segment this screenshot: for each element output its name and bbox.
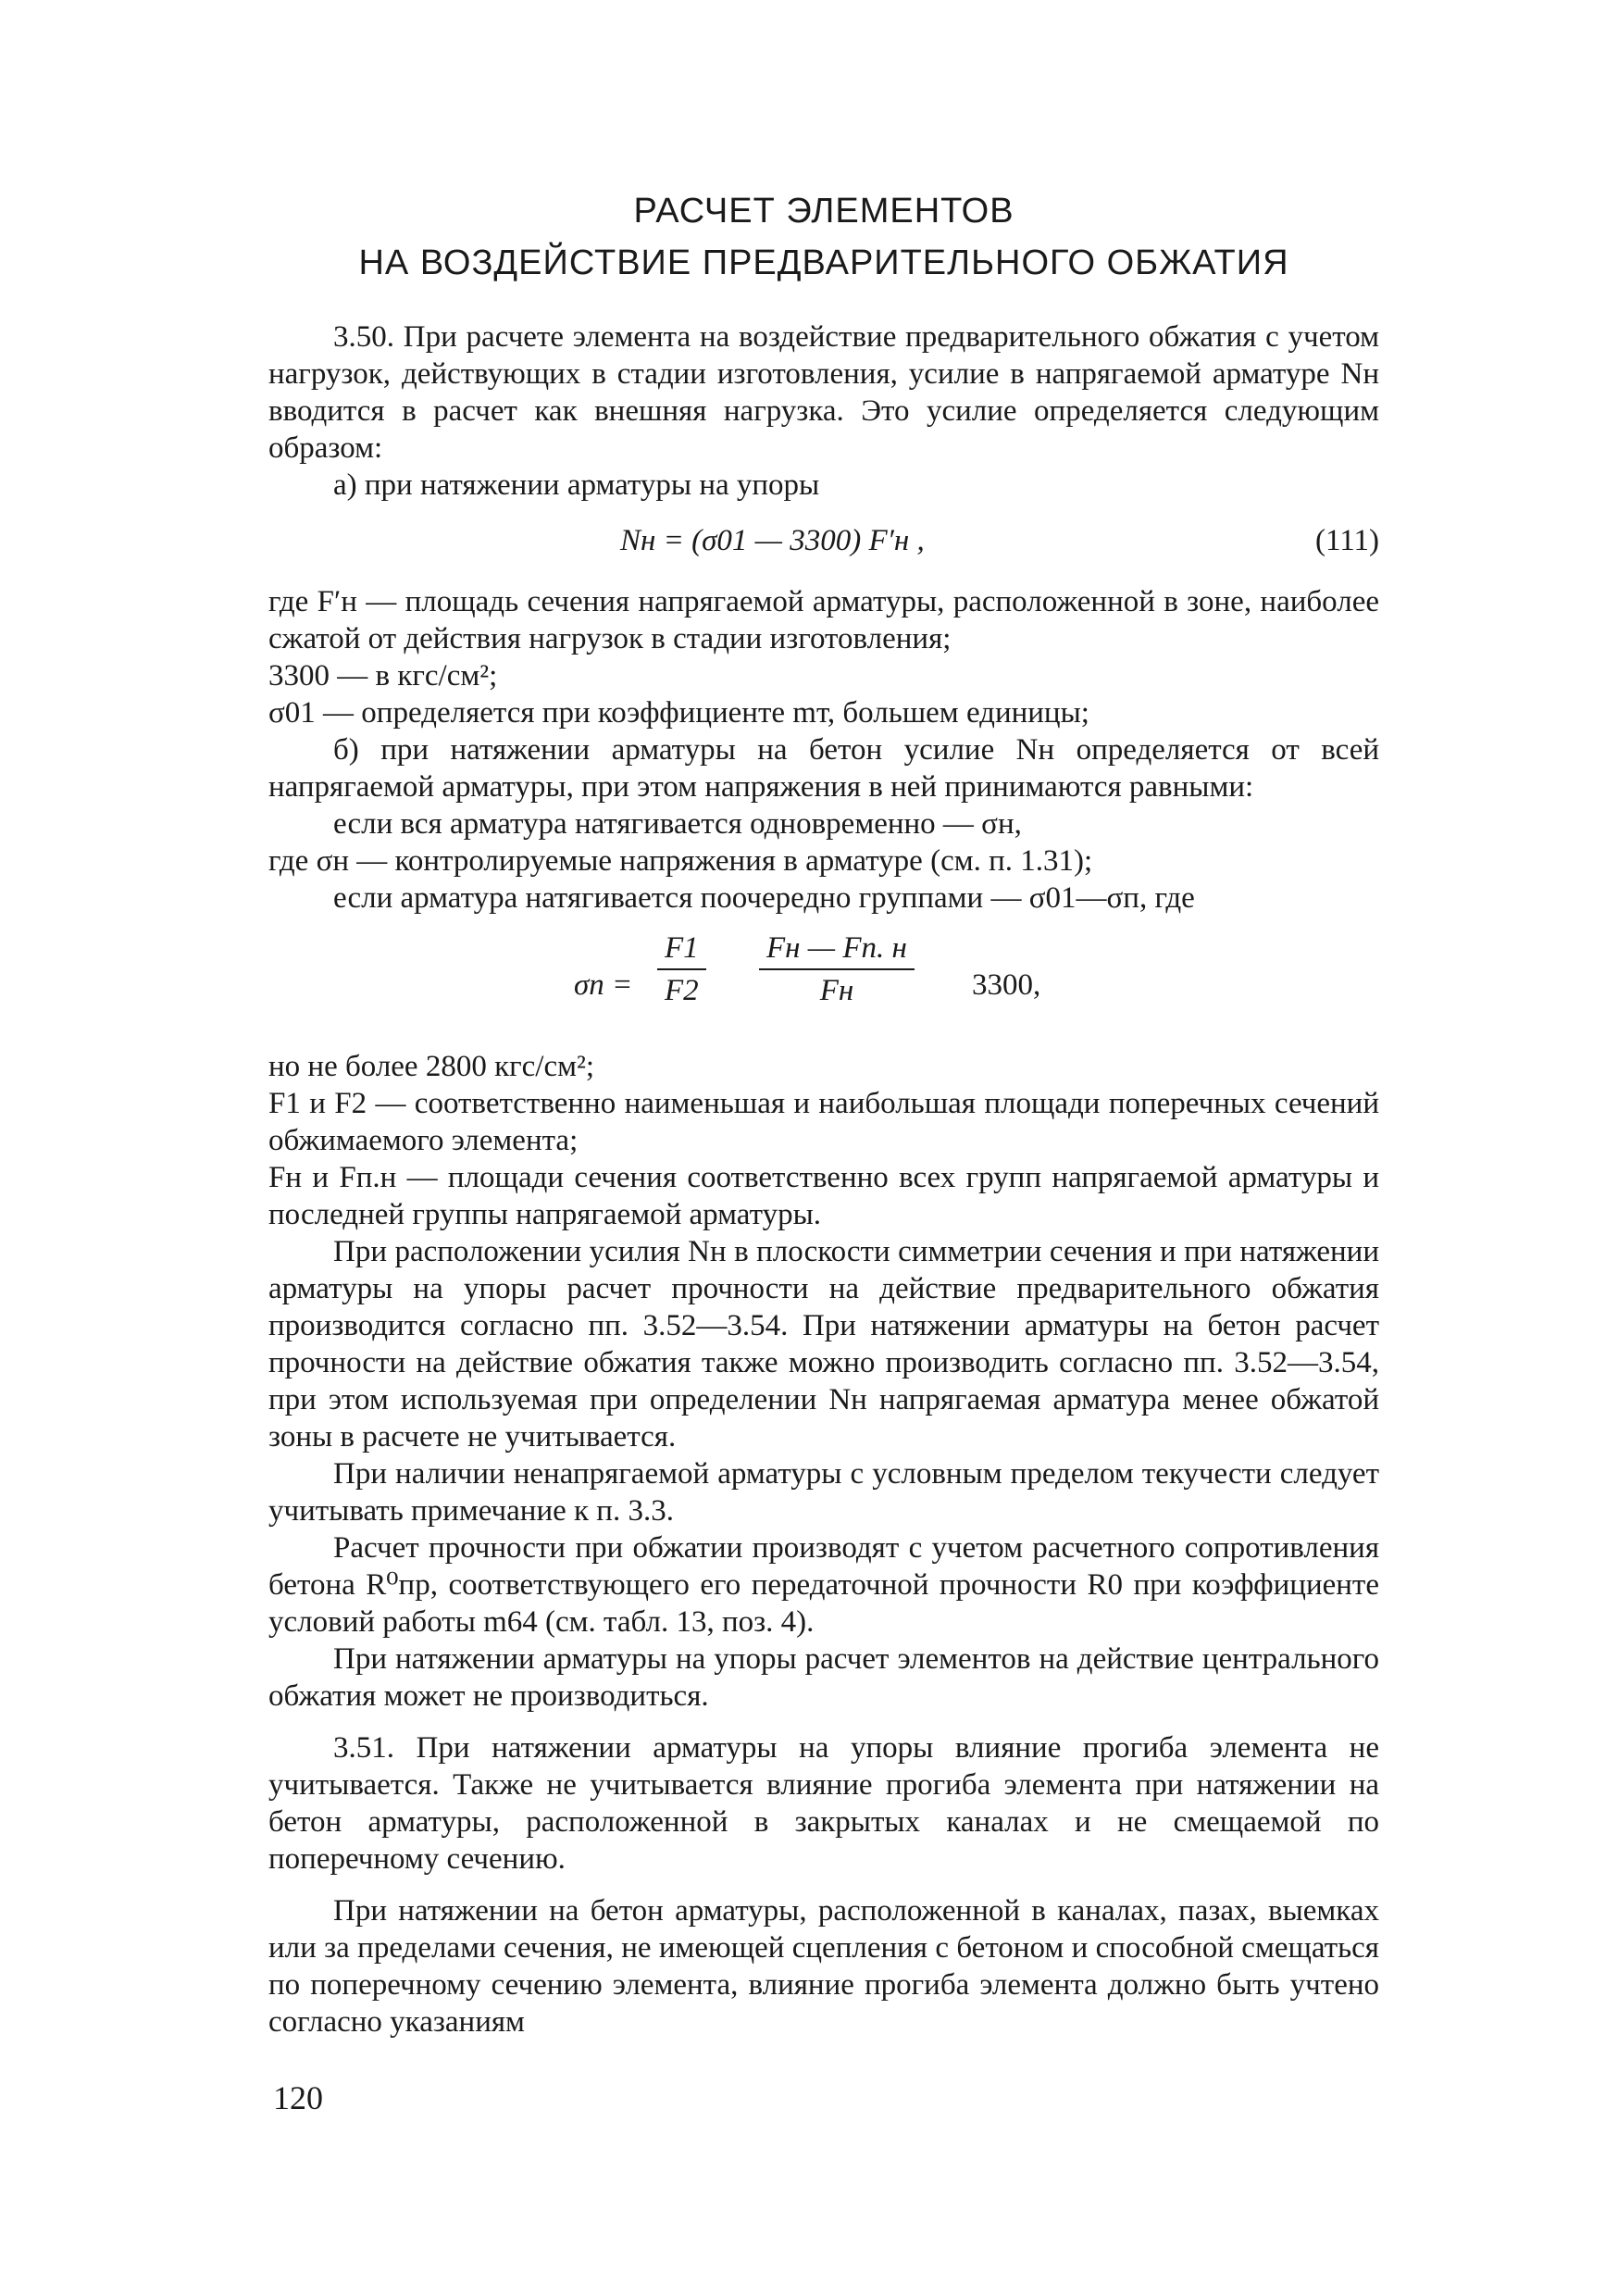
- paragraph-symmetry: При расположении усилия Nн в плоскости симметрии сечения и при натяжении арматуры на упоры расчет прочности на действие предварительного обжатия производится согласно пп. 3.52—3.54. При натяжении арматуры на бетон расчет прочности на действие обжатия также можно производить согласно пп. 3.52—3.54, при этом используемая при определении Nн напрягаемая арматура менее обжатой зоны в расчете не учитывается.: [268, 1235, 1379, 1454]
- definition-fn-fpn: Fн и Fп.н — площади сечения соответственно всех групп напрягаемой арматуры и последней группы напрягаемой арматуры.: [268, 1161, 1379, 1231]
- where-definition-2: 3300 — в кгс/см²;: [268, 659, 498, 693]
- title-line-1: РАСЧЕТ ЭЛЕМЕНТОВ: [633, 192, 1014, 231]
- formula-sigma-p: [268, 930, 1379, 1041]
- formula-111-expression: Nн = (σ01 — 3300) F′н ,: [620, 524, 925, 557]
- section-title: [268, 185, 1379, 289]
- paragraph-3-51: 3.51. При натяжении арматуры на упоры влияние прогиба элемента не учитывается. Также не учитывается влияние прогиба элемента при натяжении на бетон арматуры, расположенной в закрытых каналах и не смещаемой по поперечному сечению.: [268, 1731, 1379, 1876]
- page-number: 120: [273, 2079, 323, 2116]
- paragraph-non-prestressed: При наличии ненапрягаемой арматуры с условным пределом текучести следует учитывать примечание к п. 3.3.: [268, 1457, 1379, 1528]
- paragraph-calculation: Расчет прочности при обжатии производят с учетом расчетного сопротивления бетона R⁰пр, соответствующего его передаточной прочности R0 при коэффициенте условий работы m64 (см. табл. 13, поз. 4).: [268, 1531, 1379, 1639]
- title-line-2: НА ВОЗДЕЙСТВИЕ ПРЕДВАРИТЕЛЬНОГО ОБЖАТИЯ: [358, 243, 1289, 282]
- fraction-fn-denominator: Fн: [819, 974, 854, 1007]
- fraction-f1-numerator: F1: [665, 931, 699, 965]
- fraction-fn-fpn: [759, 930, 915, 1009]
- formula-111: [268, 513, 1379, 574]
- paragraph-3-50: 3.50. При расчете элемента на воздействие предварительного обжатия с учетом нагрузок, действующих в стадии изготовления, усилие в напрягаемой арматуре Nн вводится в расчет как внешняя нагрузка. Это усилие определяется следующим образом:: [268, 320, 1379, 465]
- paragraph-central-compression: При натяжении арматуры на упоры расчет элементов на действие центрального обжатия может не производиться.: [268, 1642, 1379, 1713]
- where-definition-1: где F′н — площадь сечения напрягаемой арматуры, расположенной в зоне, наиболее сжатой от действия нагрузок в стадии изготовления;: [268, 585, 1379, 655]
- formula-sigma-p-tail: 3300,: [972, 968, 1041, 1002]
- case-simultaneous-where: где σн — контролируемые напряжения в арматуре (см. п. 1.31);: [268, 844, 1093, 878]
- fraction-fn-numerator: Fн — Fп. н: [766, 931, 907, 965]
- paragraph-channels: При натяжении на бетон арматуры, расположенной в каналах, пазах, выемках или за пределами сечения, не имеющей сцепления с бетоном и способной смещаться по поперечному сечению элемента, влияние прогиба элемента должно быть учтено согласно указаниям: [268, 1894, 1379, 2039]
- definition-f1-f2: F1 и F2 — соответственно наименьшая и наибольшая площади поперечных сечений обжимаемого элемента;: [268, 1087, 1379, 1157]
- fraction-bar: [657, 968, 706, 970]
- formula-sigma-p-lhs: σп =: [574, 968, 633, 1002]
- page-content: [268, 185, 1379, 2040]
- where-definition-3: σ01 — определяется при коэффициенте mт, большем единицы;: [268, 696, 1089, 730]
- item-a: а) при натяжении арматуры на упоры: [333, 468, 820, 502]
- case-simultaneous: если вся арматура натягивается одновременно — σн,: [333, 807, 1022, 841]
- limit-note: но не более 2800 кгс/см²;: [268, 1050, 595, 1083]
- fraction-bar: [759, 968, 915, 970]
- fraction-f1-denominator: F2: [665, 974, 699, 1007]
- formula-111-number: (111): [1314, 524, 1379, 557]
- case-groups: если арматура натягивается поочередно группами — σ01—σп, где: [333, 881, 1195, 915]
- fraction-f1-f2: [657, 930, 706, 1009]
- item-b: б) при натяжении арматуры на бетон усилие Nн определяется от всей напрягаемой арматуры, при этом напряжения в ней принимаются равными:: [268, 733, 1379, 804]
